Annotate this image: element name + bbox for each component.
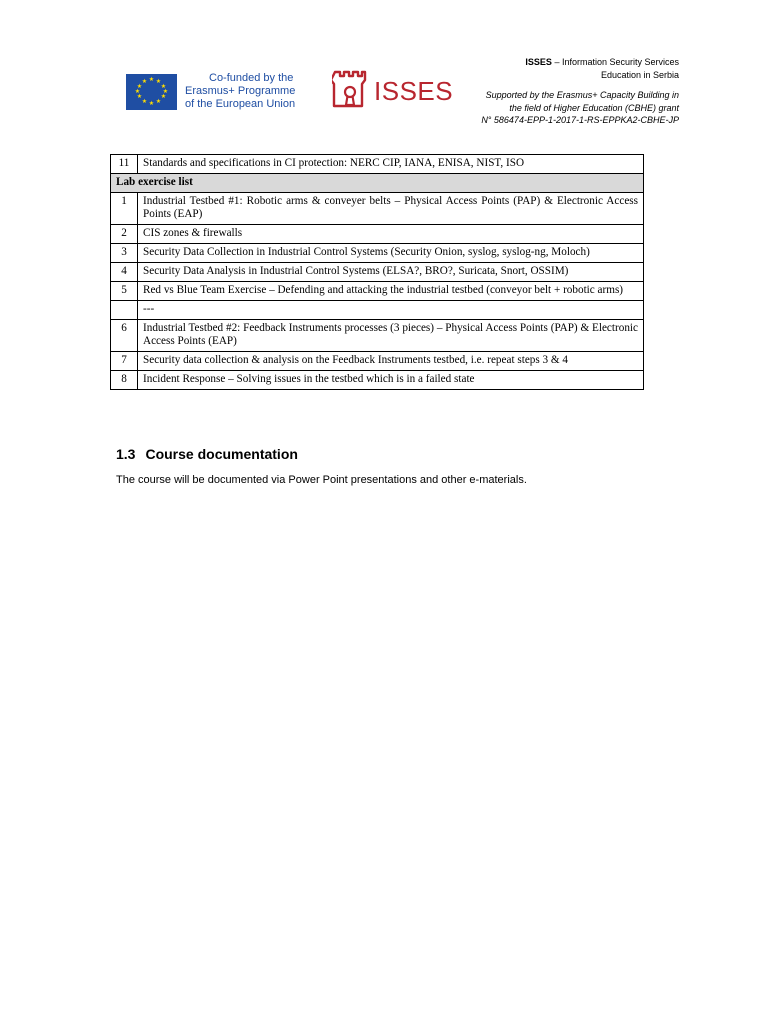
row-number: 11 xyxy=(111,155,138,174)
castle-tower-icon xyxy=(332,66,368,112)
table-row xyxy=(111,193,644,225)
row-description: Red vs Blue Team Exercise – Defending and attacking the industrial testbed (conveyor belt + robotic arms) xyxy=(138,282,644,301)
row-number: 4 xyxy=(111,263,138,282)
row-description: Industrial Testbed #1: Robotic arms & conveyer belts – Physical Access Points (PAP) & Electronic Access Points (EAP) xyxy=(138,193,644,225)
table-row xyxy=(111,155,644,174)
table-row xyxy=(111,225,644,244)
support-line-1: Supported by the Erasmus+ Capacity Building in xyxy=(485,90,679,100)
row-description: Security data collection & analysis on the Feedback Instruments testbed, i.e. repeat steps 3 & 4 xyxy=(138,352,644,371)
row-description: Industrial Testbed #2: Feedback Instruments processes (3 pieces) – Physical Access Points (PAP) & Electronic Access Points (EAP) xyxy=(138,320,644,352)
table-row xyxy=(111,371,644,390)
row-description: --- xyxy=(138,301,644,320)
isses-logo xyxy=(332,66,453,112)
row-number: 6 xyxy=(111,320,138,352)
section-title: Lab exercise list xyxy=(111,174,644,193)
support-line-2: the field of Higher Education (CBHE) grant xyxy=(509,102,679,113)
row-description: Standards and specifications in CI protection: NERC CIP, IANA, ENISA, NIST, ISO xyxy=(138,155,644,174)
lab-exercise-table xyxy=(110,154,644,390)
erasmus-line-3: of the European Union xyxy=(185,98,296,110)
org-name: ISSES xyxy=(525,57,552,67)
table-section-header xyxy=(111,174,644,193)
org-line-2: Education in Serbia xyxy=(600,69,679,80)
section-heading-title: Course documentation xyxy=(145,446,298,462)
erasmus-line-1: Co-funded by the xyxy=(209,72,294,84)
row-number: 5 xyxy=(111,282,138,301)
erasmus-line-2: Erasmus+ Programme xyxy=(185,85,296,97)
org-line-1 xyxy=(481,56,679,69)
table-row xyxy=(111,320,644,352)
isses-logo-text: ISSES xyxy=(374,75,454,106)
row-description: Incident Response – Solving issues in the testbed which is in a failed state xyxy=(138,371,644,390)
row-number: 2 xyxy=(111,225,138,244)
erasmus-logo-text xyxy=(185,72,295,111)
org-desc-1: – Information Security Services xyxy=(551,57,679,67)
row-number xyxy=(111,301,138,320)
table-row xyxy=(111,263,644,282)
row-number: 8 xyxy=(111,371,138,390)
table-row xyxy=(111,282,644,301)
table-row xyxy=(111,301,644,320)
grant-number: N° 586474-EPP-1-2017-1-RS-EPPKA2-CBHE-JP xyxy=(481,115,679,125)
row-description: Security Data Collection in Industrial Control Systems (Security Onion, syslog, syslog-ng, Moloch) xyxy=(138,244,644,263)
row-number: 1 xyxy=(111,193,138,225)
section-number: 1.3 xyxy=(116,446,136,462)
header-info xyxy=(481,56,679,127)
row-number: 7 xyxy=(111,352,138,371)
section-body: The course will be documented via Power Point presentations and other e-materials. xyxy=(116,474,527,486)
row-number: 3 xyxy=(111,244,138,263)
row-description: CIS zones & firewalls xyxy=(138,225,644,244)
section-heading xyxy=(116,446,298,462)
erasmus-logo xyxy=(126,72,295,111)
eu-flag-icon: ★ ★ ★ ★ ★ ★ ★ ★ ★ ★ ★ ★ xyxy=(126,74,177,110)
table-row xyxy=(111,352,644,371)
table-row xyxy=(111,244,644,263)
row-description: Security Data Analysis in Industrial Control Systems (ELSA?, BRO?, Suricata, Snort, OSSIM) xyxy=(138,263,644,282)
